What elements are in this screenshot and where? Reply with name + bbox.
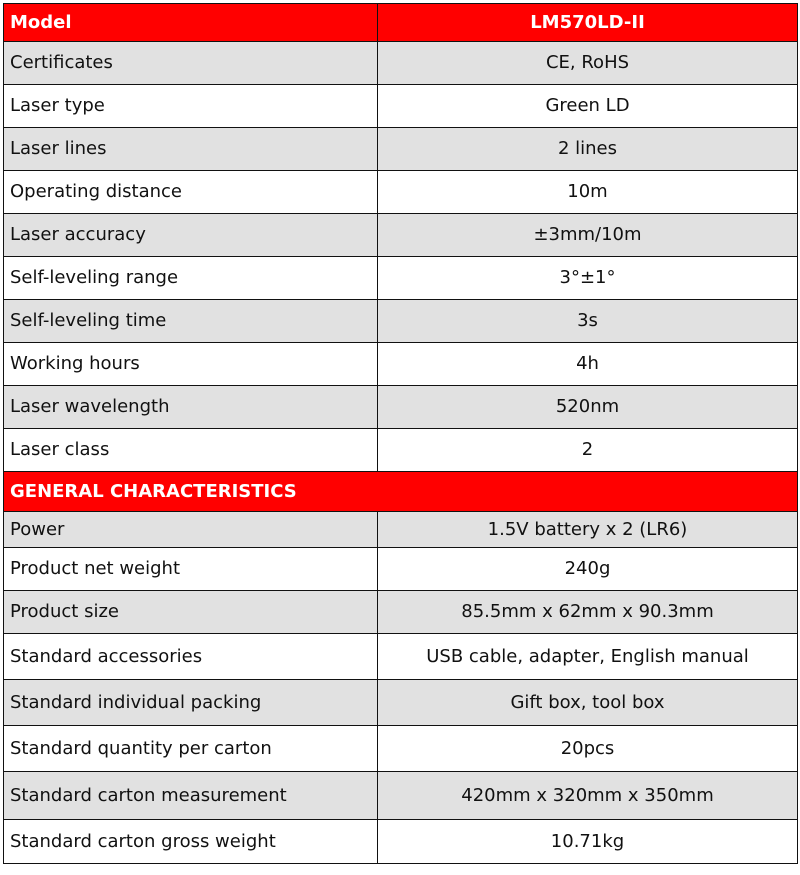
spec-label: Working hours bbox=[4, 343, 378, 386]
spec-row-laser-accuracy bbox=[4, 214, 798, 257]
spec-value: 420mm x 320mm x 350mm bbox=[378, 772, 798, 820]
spec-label: Standard quantity per carton bbox=[4, 726, 378, 772]
spec-value: 2 bbox=[378, 429, 798, 472]
spec-value: 3°±1° bbox=[378, 257, 798, 300]
spec-value: 10m bbox=[378, 171, 798, 214]
spec-label: Laser type bbox=[4, 85, 378, 128]
spec-row-certificates bbox=[4, 42, 798, 85]
model-header-row bbox=[4, 4, 798, 42]
spec-value: CE, RoHS bbox=[378, 42, 798, 85]
spec-label: Product size bbox=[4, 591, 378, 634]
spec-label: Operating distance bbox=[4, 171, 378, 214]
general-row-net-weight bbox=[4, 548, 798, 591]
spec-value: ±3mm/10m bbox=[378, 214, 798, 257]
spec-label: Certificates bbox=[4, 42, 378, 85]
spec-label: Standard accessories bbox=[4, 634, 378, 680]
spec-label: Laser wavelength bbox=[4, 386, 378, 429]
spec-value: 20pcs bbox=[378, 726, 798, 772]
general-row-carton-measurement bbox=[4, 772, 798, 820]
spec-value: 85.5mm x 62mm x 90.3mm bbox=[378, 591, 798, 634]
spec-label: Laser class bbox=[4, 429, 378, 472]
spec-value: 240g bbox=[378, 548, 798, 591]
spec-row-working-hours bbox=[4, 343, 798, 386]
spec-label: Self-leveling time bbox=[4, 300, 378, 343]
general-row-product-size bbox=[4, 591, 798, 634]
section-title: GENERAL CHARACTERISTICS bbox=[4, 472, 798, 512]
spec-label: Laser lines bbox=[4, 128, 378, 171]
spec-row-self-leveling-range bbox=[4, 257, 798, 300]
spec-value: 520nm bbox=[378, 386, 798, 429]
spec-row-laser-lines bbox=[4, 128, 798, 171]
general-characteristics-header bbox=[4, 472, 798, 512]
spec-label: Power bbox=[4, 512, 378, 548]
general-row-carton-gross-weight bbox=[4, 820, 798, 864]
model-label: Model bbox=[4, 4, 378, 42]
spec-value: 10.71kg bbox=[378, 820, 798, 864]
spec-row-operating-distance bbox=[4, 171, 798, 214]
spec-value: 1.5V battery x 2 (LR6) bbox=[378, 512, 798, 548]
spec-row-self-leveling-time bbox=[4, 300, 798, 343]
spec-label: Standard individual packing bbox=[4, 680, 378, 726]
general-row-quantity-per-carton bbox=[4, 726, 798, 772]
specification-table bbox=[3, 3, 798, 864]
spec-value: Gift box, tool box bbox=[378, 680, 798, 726]
spec-value: Green LD bbox=[378, 85, 798, 128]
spec-label: Self-leveling range bbox=[4, 257, 378, 300]
spec-label: Standard carton measurement bbox=[4, 772, 378, 820]
general-row-individual-packing bbox=[4, 680, 798, 726]
spec-label: Standard carton gross weight bbox=[4, 820, 378, 864]
spec-label: Laser accuracy bbox=[4, 214, 378, 257]
spec-row-laser-type bbox=[4, 85, 798, 128]
spec-row-laser-wavelength bbox=[4, 386, 798, 429]
spec-value: 4h bbox=[378, 343, 798, 386]
general-row-accessories bbox=[4, 634, 798, 680]
model-value: LM570LD-II bbox=[378, 4, 798, 42]
spec-row-laser-class bbox=[4, 429, 798, 472]
spec-label: Product net weight bbox=[4, 548, 378, 591]
spec-value: 3s bbox=[378, 300, 798, 343]
general-row-power bbox=[4, 512, 798, 548]
spec-value: 2 lines bbox=[378, 128, 798, 171]
spec-value: USB cable, adapter, English manual bbox=[378, 634, 798, 680]
